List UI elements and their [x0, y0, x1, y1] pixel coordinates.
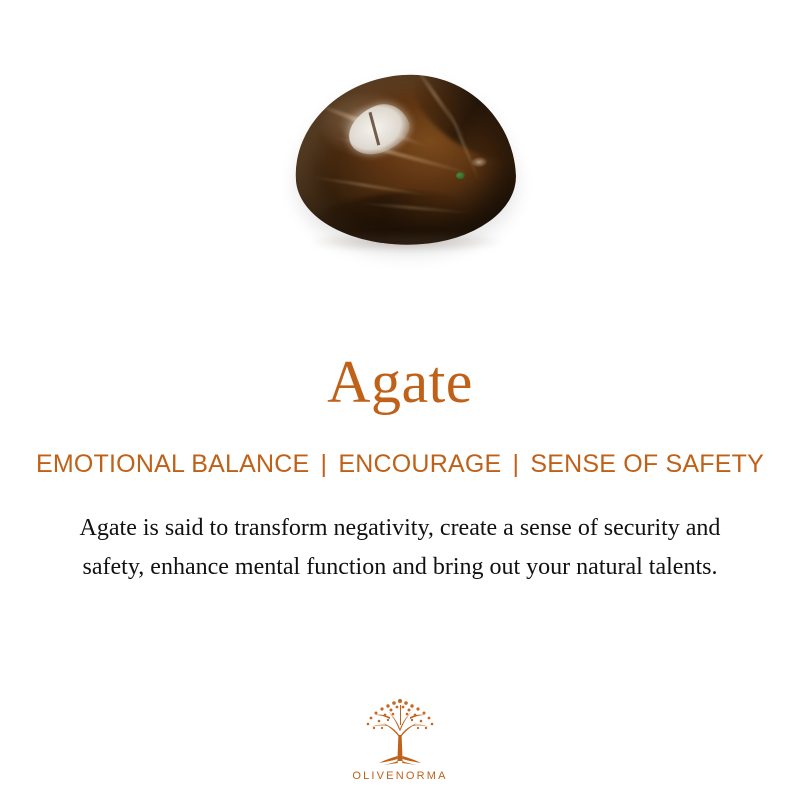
keyword-sense-of-safety: SENSE OF SAFETY: [530, 450, 764, 478]
keyword-list: [36, 450, 764, 479]
brand-name: OLIVENORMA: [352, 770, 448, 782]
stone-green-fleck: [456, 172, 465, 179]
brand-logo: [0, 695, 800, 782]
stone-streak: [307, 175, 436, 198]
keyword-separator: |: [512, 450, 520, 478]
stone-white-inclusion: [341, 97, 415, 162]
tree-icon: [357, 695, 443, 767]
page-title: Agate: [327, 349, 473, 415]
stone-highlight: [471, 157, 488, 168]
agate-stone-image: [295, 75, 515, 260]
description-text: Agate is said to transform negativity, create a sense of security and safety, enhance mental function and bring out your natural talents.: [79, 515, 721, 580]
stone-shadow: [313, 233, 499, 251]
stone-body: [291, 69, 520, 250]
keyword-emotional-balance: EMOTIONAL BALANCE: [36, 450, 310, 478]
stone-image-area: [0, 0, 800, 330]
keyword-encourage: ENCOURAGE: [338, 450, 502, 478]
keyword-separator: |: [320, 450, 328, 478]
